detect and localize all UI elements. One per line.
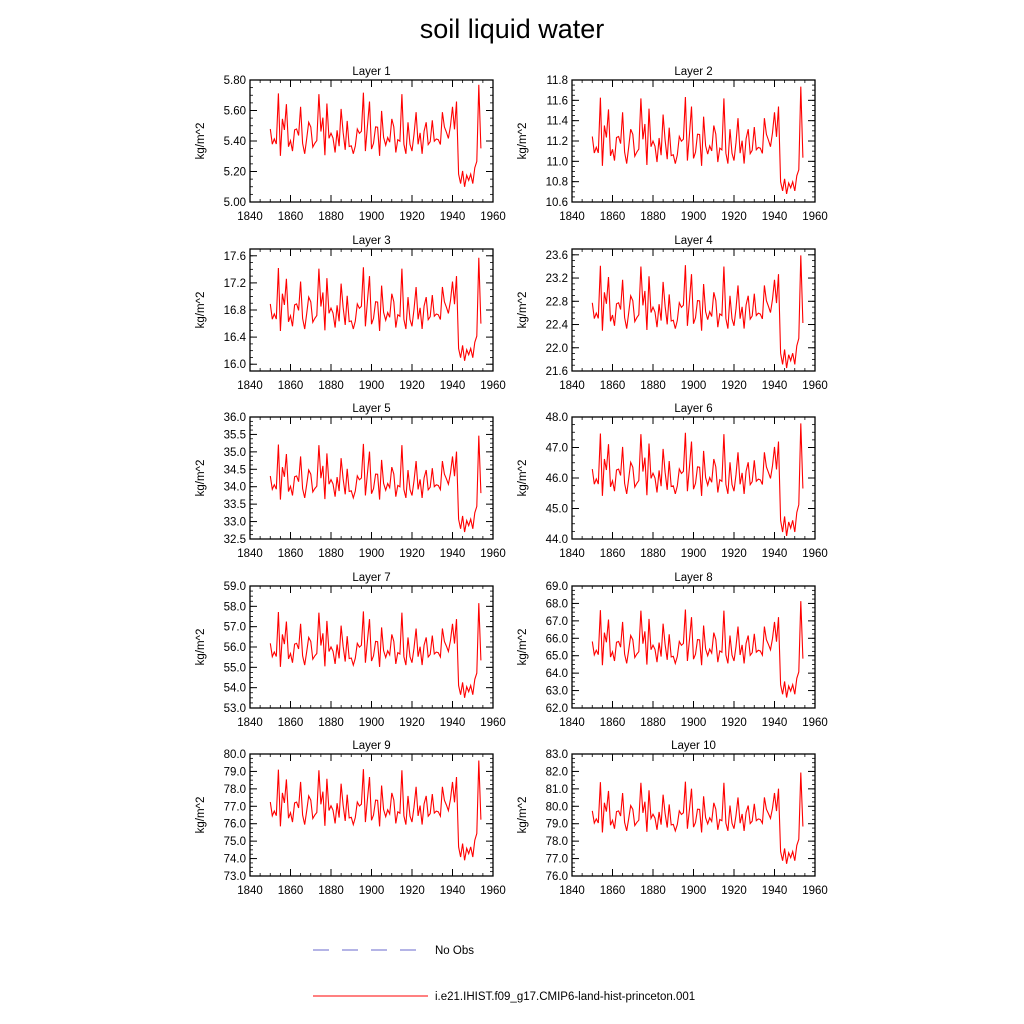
y-tick-label: 45.0 (545, 503, 568, 516)
panel-5 (195, 403, 506, 560)
y-tick-label: 5.00 (223, 197, 246, 209)
panel-2 (517, 66, 828, 223)
panel-10 (517, 740, 828, 897)
y-tick-label: 33.5 (223, 499, 246, 512)
x-tick-label: 1900 (680, 380, 707, 392)
series-line-model (592, 601, 803, 697)
y-tick-label: 66.0 (545, 633, 568, 646)
y-tick-label: 63.0 (545, 685, 568, 698)
y-tick-label: 10.6 (545, 197, 568, 209)
y-tick-label: 75.0 (223, 836, 246, 849)
plot-frame (572, 754, 815, 876)
panel-3 (195, 235, 506, 392)
series-line-model (270, 761, 481, 861)
x-tick-label: 1880 (318, 380, 344, 392)
panel-8 (517, 572, 828, 729)
y-tick-label: 64.0 (545, 668, 568, 681)
x-tick-label: 1920 (399, 548, 425, 560)
panel-4 (517, 235, 828, 392)
x-tick-label: 1940 (761, 548, 788, 560)
series-line-model (592, 255, 803, 368)
panel-6 (517, 403, 828, 560)
y-tick-label: 80.0 (545, 801, 568, 814)
x-tick-label: 1900 (680, 717, 707, 729)
x-tick-label: 1940 (439, 885, 466, 897)
y-axis-label: kg/m^2 (195, 628, 207, 666)
x-tick-label: 1860 (277, 380, 304, 392)
x-tick-label: 1840 (237, 548, 263, 560)
x-tick-label: 1900 (358, 548, 385, 560)
x-tick-label: 1960 (802, 885, 828, 897)
y-tick-label: 58.0 (223, 601, 246, 614)
y-tick-label: 22.0 (545, 342, 568, 355)
x-tick-label: 1940 (761, 211, 788, 223)
y-tick-label: 57.0 (223, 621, 246, 634)
x-tick-label: 1920 (399, 211, 425, 223)
y-tick-label: 35.5 (223, 429, 246, 442)
x-tick-label: 1940 (761, 885, 788, 897)
y-tick-label: 34.0 (223, 481, 246, 494)
y-tick-label: 65.0 (545, 650, 568, 663)
x-tick-label: 1960 (480, 885, 506, 897)
y-tick-label: 16.8 (223, 305, 246, 317)
x-tick-label: 1920 (721, 548, 747, 560)
x-tick-label: 1880 (640, 885, 666, 897)
x-tick-label: 1880 (318, 885, 344, 897)
y-tick-label: 11.4 (546, 115, 568, 128)
x-tick-label: 1880 (318, 211, 344, 223)
y-tick-label: 83.0 (545, 749, 568, 761)
x-tick-label: 1940 (761, 380, 788, 392)
y-tick-label: 47.0 (545, 442, 568, 455)
y-axis-label: kg/m^2 (195, 122, 207, 160)
x-tick-label: 1840 (559, 717, 585, 729)
x-tick-label: 1900 (358, 717, 385, 729)
x-tick-label: 1960 (802, 548, 828, 560)
x-tick-label: 1940 (439, 211, 466, 223)
y-axis-label: kg/m^2 (517, 796, 529, 834)
y-tick-label: 74.0 (223, 853, 246, 866)
x-tick-label: 1900 (358, 380, 385, 392)
panel-1 (195, 66, 506, 223)
panel-title: Layer 5 (352, 403, 391, 415)
panel-title: Layer 9 (352, 740, 391, 752)
series-line-model (270, 436, 481, 532)
panel-title: Layer 7 (352, 572, 391, 584)
x-tick-label: 1860 (599, 380, 626, 392)
legend-model-label: i.e21.IHIST.f09_g17.CMIP6-land-hist-princeton.001 (435, 991, 696, 1003)
x-tick-label: 1960 (480, 211, 506, 223)
x-tick-label: 1960 (480, 380, 506, 392)
x-tick-label: 1900 (680, 548, 707, 560)
y-tick-label: 23.2 (545, 273, 568, 286)
y-tick-label: 46.0 (545, 473, 568, 485)
x-tick-label: 1840 (559, 211, 585, 223)
plot-frame (250, 586, 493, 708)
y-tick-label: 55.0 (223, 662, 246, 675)
x-tick-label: 1960 (480, 548, 506, 560)
y-tick-label: 77.0 (223, 801, 246, 814)
x-tick-label: 1920 (399, 380, 425, 392)
y-tick-label: 77.0 (545, 853, 568, 866)
panel-title: Layer 1 (352, 66, 391, 78)
y-tick-label: 56.0 (223, 642, 246, 654)
panel-title: Layer 10 (671, 740, 716, 752)
x-tick-label: 1920 (399, 885, 425, 897)
y-tick-label: 80.0 (223, 749, 246, 761)
y-tick-label: 76.0 (223, 818, 246, 831)
panel-title: Layer 3 (352, 235, 391, 247)
x-tick-label: 1940 (439, 717, 466, 729)
y-tick-label: 78.0 (223, 783, 246, 796)
y-tick-label: 11.8 (546, 75, 568, 87)
y-tick-label: 5.60 (223, 105, 246, 118)
y-tick-label: 79.0 (223, 766, 246, 779)
y-tick-label: 48.0 (545, 412, 568, 424)
x-tick-label: 1880 (640, 211, 666, 223)
y-tick-label: 69.0 (545, 581, 568, 593)
series-line-model (270, 85, 481, 187)
x-tick-label: 1920 (399, 717, 425, 729)
x-tick-label: 1900 (680, 211, 707, 223)
x-tick-label: 1920 (721, 380, 747, 392)
panel-title: Layer 4 (674, 235, 713, 247)
y-tick-label: 54.0 (223, 682, 246, 695)
x-tick-label: 1920 (721, 885, 747, 897)
y-tick-label: 62.0 (545, 703, 568, 715)
y-axis-label: kg/m^2 (517, 628, 529, 666)
y-tick-label: 32.5 (223, 534, 246, 546)
y-tick-label: 78.0 (545, 836, 568, 849)
series-line-model (270, 603, 481, 698)
x-tick-label: 1840 (237, 885, 263, 897)
series-line-model (592, 423, 803, 536)
y-tick-label: 5.40 (223, 136, 246, 148)
x-tick-label: 1960 (480, 717, 506, 729)
y-tick-label: 73.0 (223, 871, 246, 883)
x-tick-label: 1880 (640, 717, 666, 729)
panel-title: Layer 6 (674, 403, 713, 415)
x-tick-label: 1940 (439, 380, 466, 392)
x-tick-label: 1860 (277, 885, 304, 897)
y-tick-label: 21.6 (545, 366, 568, 378)
x-tick-label: 1880 (318, 717, 344, 729)
series-line-model (592, 773, 803, 864)
x-tick-label: 1860 (277, 211, 304, 223)
x-tick-label: 1860 (599, 885, 626, 897)
y-tick-label: 22.4 (545, 319, 568, 332)
y-tick-label: 76.0 (545, 871, 568, 883)
panel-title: Layer 8 (674, 572, 713, 584)
x-tick-label: 1940 (761, 717, 788, 729)
y-tick-label: 11.2 (546, 136, 568, 148)
x-tick-label: 1840 (559, 885, 585, 897)
y-tick-label: 33.0 (223, 516, 246, 529)
x-tick-label: 1840 (237, 717, 263, 729)
y-tick-label: 11.6 (546, 95, 568, 108)
y-tick-label: 34.5 (223, 464, 246, 477)
series-line-model (592, 87, 803, 194)
y-tick-label: 53.0 (223, 703, 246, 715)
plot-frame (572, 80, 815, 202)
x-tick-label: 1940 (439, 548, 466, 560)
x-tick-label: 1880 (640, 380, 666, 392)
x-tick-label: 1860 (277, 548, 304, 560)
panel-9 (195, 740, 506, 897)
y-axis-label: kg/m^2 (517, 122, 529, 160)
chart-title: soil liquid water (419, 14, 605, 44)
y-axis-label: kg/m^2 (517, 291, 529, 329)
y-tick-label: 10.8 (545, 176, 568, 189)
x-tick-label: 1840 (237, 380, 263, 392)
y-tick-label: 35.0 (223, 446, 246, 459)
y-tick-label: 59.0 (223, 581, 246, 593)
x-tick-label: 1880 (318, 548, 344, 560)
y-tick-label: 44.0 (545, 534, 568, 546)
y-tick-label: 36.0 (223, 412, 246, 424)
y-axis-label: kg/m^2 (195, 291, 207, 329)
x-tick-label: 1960 (802, 380, 828, 392)
legend-obs-label: No Obs (435, 945, 474, 957)
y-tick-label: 68.0 (545, 598, 568, 611)
y-tick-label: 16.4 (223, 332, 246, 345)
y-axis-label: kg/m^2 (195, 459, 207, 497)
x-tick-label: 1900 (358, 885, 385, 897)
y-tick-label: 67.0 (545, 615, 568, 628)
y-tick-label: 16.0 (223, 359, 246, 372)
x-tick-label: 1860 (599, 548, 626, 560)
x-tick-label: 1900 (358, 211, 385, 223)
y-axis-label: kg/m^2 (517, 459, 529, 497)
series-line-model (270, 258, 481, 361)
y-tick-label: 11.0 (546, 156, 568, 169)
y-tick-label: 5.80 (223, 75, 246, 87)
plot-frame (572, 586, 815, 708)
x-tick-label: 1840 (559, 548, 585, 560)
y-tick-label: 81.0 (545, 783, 568, 796)
plot-frame (250, 417, 493, 539)
panel-title: Layer 2 (674, 66, 713, 78)
plot-frame (572, 249, 815, 371)
y-tick-label: 23.6 (545, 249, 568, 262)
x-tick-label: 1920 (721, 717, 747, 729)
y-tick-label: 79.0 (545, 818, 568, 831)
y-tick-label: 5.20 (223, 166, 246, 179)
y-tick-label: 82.0 (545, 766, 568, 779)
x-tick-label: 1860 (599, 211, 626, 223)
x-tick-label: 1860 (599, 717, 626, 729)
plot-frame (250, 249, 493, 371)
y-tick-label: 17.6 (223, 250, 246, 263)
x-tick-label: 1860 (277, 717, 304, 729)
x-tick-label: 1960 (802, 211, 828, 223)
x-tick-label: 1900 (680, 885, 707, 897)
y-axis-label: kg/m^2 (195, 796, 207, 834)
x-tick-label: 1880 (640, 548, 666, 560)
legend (313, 945, 695, 1003)
y-tick-label: 22.8 (545, 296, 568, 309)
x-tick-label: 1840 (237, 211, 263, 223)
x-tick-label: 1840 (559, 380, 585, 392)
x-tick-label: 1960 (802, 717, 828, 729)
y-tick-label: 17.2 (223, 277, 246, 290)
x-tick-label: 1920 (721, 211, 747, 223)
panel-7 (195, 572, 506, 729)
